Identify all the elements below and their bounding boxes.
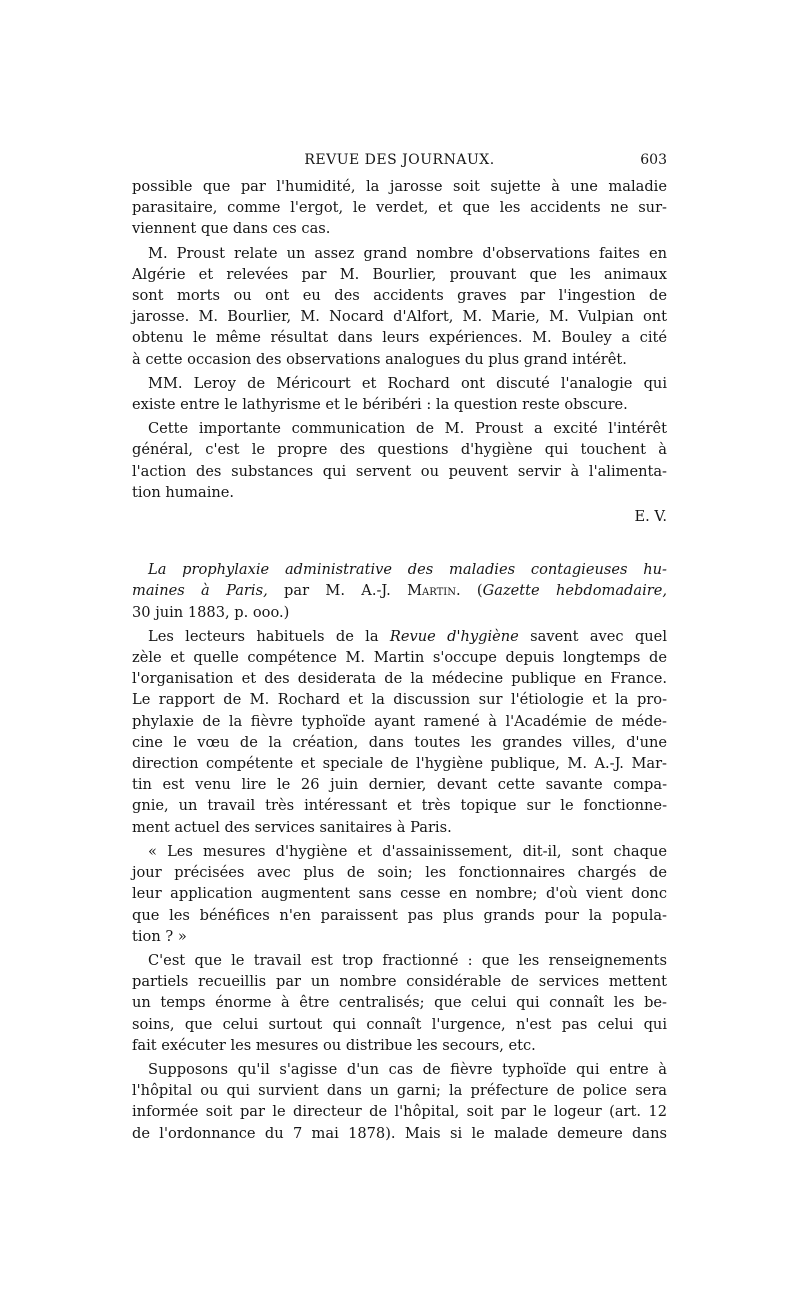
text-line: soins, que celui surtout qui connaît l'urgence, n'est pas celui qui bbox=[132, 1015, 667, 1033]
text-line: que les bénéfices n'en paraissent pas plus grands pour la popula- bbox=[132, 906, 667, 924]
section-spacer bbox=[132, 527, 667, 559]
text-line: parasitaire, comme l'ergot, le verdet, et que les accidents ne sur- bbox=[132, 199, 667, 217]
text-line: tion ? » bbox=[132, 927, 187, 945]
text-line: MM. Leroy de Méricourt et Rochard ont discuté l'analogie qui bbox=[148, 374, 667, 392]
text-run: Les lecteurs habituels de la bbox=[148, 627, 390, 645]
text-line: existe entre le lathyrisme et le béribéri : la question reste obscure. bbox=[132, 396, 628, 414]
text-line: Supposons qu'il s'agisse d'un cas de fièvre typhoïde qui entre à bbox=[148, 1060, 667, 1078]
text-line: viennent que dans ces cas. bbox=[132, 220, 331, 238]
text-line: tin est venu lire le 26 juin dernier, devant cette savante compa- bbox=[132, 776, 667, 794]
text-line: zèle et quelle compétence M. Martin s'occupe depuis longtemps de bbox=[132, 649, 667, 667]
text-line: C'est que le travail est trop fractionné : que les renseignements bbox=[148, 951, 667, 969]
author-name: Martin bbox=[407, 582, 456, 600]
text-line: phylaxie de la fièvre typhoïde ayant ramené à l'Académie de méde- bbox=[132, 712, 667, 730]
text-line: à cette occasion des observations analogues du plus grand intérêt. bbox=[132, 350, 627, 368]
text-line: partiels recueillis par un nombre considérable de services mettent bbox=[132, 973, 667, 991]
page-number: 603 bbox=[640, 152, 667, 168]
article-heading bbox=[132, 559, 667, 623]
text-line: général, c'est le propre des questions d'hygiène qui touchent à bbox=[132, 441, 667, 459]
journal-name: Gazette hebdomadaire, bbox=[482, 582, 667, 600]
text-line: Le rapport de M. Rochard et la discussion sur l'étiologie et la pro- bbox=[132, 691, 667, 709]
text-line: Cette importante communication de M. Proust a excité l'intérêt bbox=[148, 420, 667, 438]
heading-line bbox=[132, 580, 667, 601]
text-line: obtenu le même résultat dans leurs expériences. M. Bouley a cité bbox=[132, 329, 667, 347]
text-line: informée soit par le directeur de l'hôpital, soit par le logeur (art. 12 bbox=[132, 1103, 667, 1121]
document-page bbox=[132, 150, 667, 1147]
text-run: savent avec quel bbox=[518, 627, 667, 645]
paragraph-1 bbox=[132, 176, 667, 240]
text-line: un temps énorme à être centralisés; que celui qui connaît les be- bbox=[132, 994, 667, 1012]
paragraph-5 bbox=[132, 626, 667, 838]
text-line: tion humaine. bbox=[132, 483, 235, 501]
text-line: M. Proust relate un assez grand nombre d'observations faites en bbox=[148, 244, 667, 262]
paragraph-6 bbox=[132, 841, 667, 947]
text-line: cine le vœu de la création, dans toutes les grandes villes, d'une bbox=[132, 733, 667, 751]
paragraph-7 bbox=[132, 950, 667, 1056]
article-title-part: maines à Paris, bbox=[132, 582, 268, 600]
paragraph-4 bbox=[132, 418, 667, 503]
heading-text: par M. A.-J. bbox=[267, 582, 408, 600]
text-line: l'hôpital ou qui survient dans un garni; la préfecture de police sera bbox=[132, 1082, 667, 1100]
text-line: l'action des substances qui servent ou peuvent servir à l'alimenta- bbox=[132, 462, 667, 480]
text-line: possible que par l'humidité, la jarosse soit sujette à une maladie bbox=[132, 178, 667, 195]
text-line bbox=[132, 626, 667, 647]
author-signature: E. V. bbox=[634, 508, 667, 526]
journal-name: Revue d'hygiène bbox=[389, 627, 519, 645]
running-header bbox=[132, 150, 667, 172]
paragraph-2 bbox=[132, 243, 667, 370]
text-line: direction compétente et speciale de l'hygiène publique, M. A.-J. Mar- bbox=[132, 755, 667, 773]
article-title-part: La prophylaxie administrative des maladies contagieuses hu- bbox=[148, 561, 667, 579]
text-line: l'organisation et des desiderata de la médecine publique en France. bbox=[132, 670, 667, 688]
paragraph-3 bbox=[132, 373, 667, 415]
heading-text: . ( bbox=[455, 582, 483, 600]
paragraph-8 bbox=[132, 1059, 667, 1144]
heading-line bbox=[132, 559, 667, 580]
text-line: leur application augmentent sans cesse en nombre; d'où vient donc bbox=[132, 885, 667, 903]
text-line: gnie, un travail très intéressant et très topique sur le fonctionne- bbox=[132, 797, 667, 815]
text-line: sont morts ou ont eu des accidents graves par l'ingestion de bbox=[132, 287, 667, 305]
text-line: jarosse. M. Bourlier, M. Nocard d'Alfort, M. Marie, M. Vulpian ont bbox=[132, 308, 667, 326]
text-line: fait exécuter les mesures ou distribue les secours, etc. bbox=[132, 1036, 536, 1054]
text-line: Algérie et relevées par M. Bourlier, prouvant que les animaux bbox=[132, 265, 667, 283]
heading-line: 30 juin 1883, p. ooo.) bbox=[132, 603, 290, 621]
running-title: REVUE DES JOURNAUX. bbox=[304, 152, 495, 168]
text-line: de l'ordonnance du 7 mai 1878). Mais si le malade demeure dans bbox=[132, 1124, 667, 1142]
text-line: jour précisées avec plus de soin; les fonctionnaires chargés de bbox=[132, 864, 667, 882]
text-line: ment actuel des services sanitaires à Paris. bbox=[132, 818, 452, 836]
text-line: « Les mesures d'hygiène et d'assainissement, dit-il, sont chaque bbox=[148, 842, 667, 860]
